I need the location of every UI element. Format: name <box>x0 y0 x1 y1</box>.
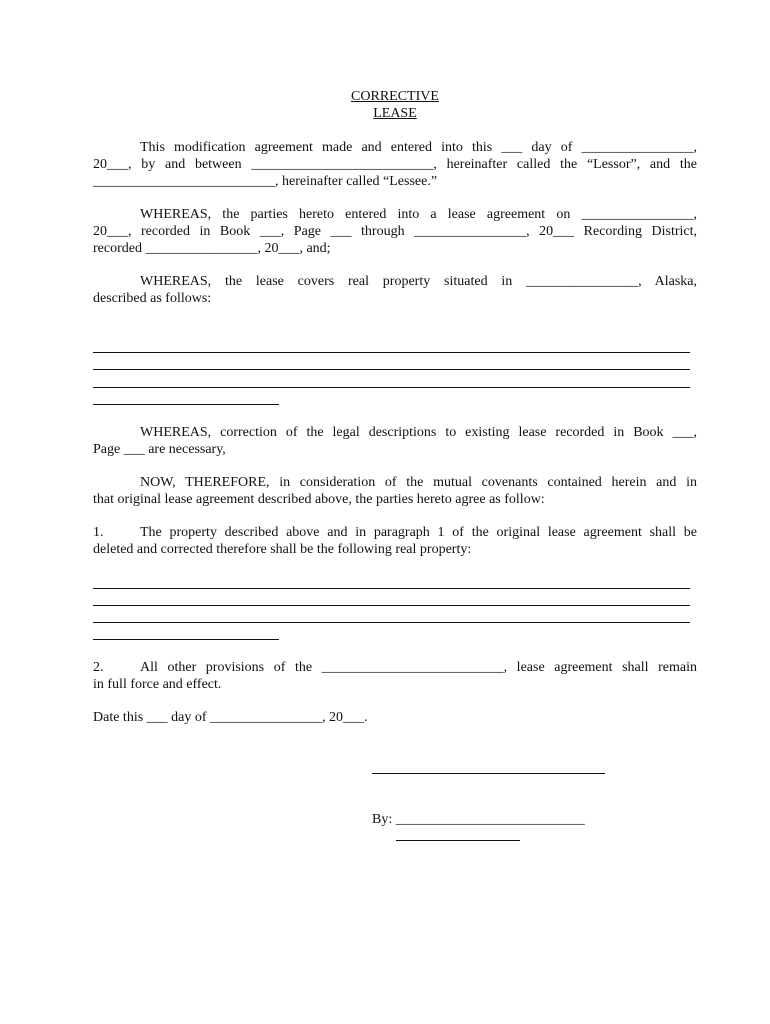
item-2-line-2: in full force and effect. <box>93 677 222 692</box>
description-blank-line[interactable] <box>93 404 279 405</box>
description-blank-line[interactable] <box>93 387 690 388</box>
intro-line-3: __________________________, hereinafter called “Lessee.” <box>93 174 438 189</box>
whereas1-line-1: WHEREAS, the parties hereto entered into a lease agreement on ________________, <box>140 207 697 222</box>
item-1-line-1: The property described above and in paragraph 1 of the original lease agreement shall be <box>140 525 697 540</box>
whereas1-line-3: recorded ________________, 20___, and; <box>93 241 331 256</box>
now-therefore-paragraph <box>93 474 697 508</box>
intro-line-1: This modification agreement made and entered into this ___ day of ________________, <box>140 140 697 155</box>
whereas1-line-2: 20___, recorded in Book ___, Page ___ through ________________, 20___ Recording District, <box>93 224 697 239</box>
item-2-paragraph <box>93 659 697 693</box>
now-therefore-line-2: that original lease agreement described above, the parties hereto agree as follow: <box>93 492 545 507</box>
item-1-paragraph <box>93 524 697 558</box>
whereas3-line-1: WHEREAS, correction of the legal descriptions to existing lease recorded in Book ___, <box>140 425 697 440</box>
signature-title-line[interactable] <box>396 840 520 841</box>
description-blank-line[interactable] <box>93 352 690 353</box>
intro-line-2: 20___, by and between __________________________, hereinafter called the “Lessor”, and the <box>93 157 697 172</box>
intro-paragraph <box>93 139 697 190</box>
signature-by-line: By: ___________________________ <box>372 812 585 827</box>
signature-line[interactable] <box>372 773 605 774</box>
property-blank-line[interactable] <box>93 588 690 589</box>
description-blank-line[interactable] <box>93 369 690 370</box>
property-blank-line[interactable] <box>93 605 690 606</box>
property-blank-line[interactable] <box>93 622 690 623</box>
title-line-2: LEASE <box>373 106 417 121</box>
whereas3-line-2: Page ___ are necessary, <box>93 442 226 457</box>
now-therefore-line-1: NOW, THEREFORE, in consideration of the mutual covenants contained herein and in <box>140 475 697 490</box>
whereas-paragraph-1 <box>93 206 697 257</box>
date-line: Date this ___ day of ________________, 20___. <box>93 710 368 725</box>
whereas-paragraph-2 <box>93 273 697 307</box>
property-blank-line[interactable] <box>93 639 279 640</box>
whereas2-line-2: described as follows: <box>93 291 212 306</box>
document-title <box>0 88 770 122</box>
item-1-line-2: deleted and corrected therefore shall be the following real property: <box>93 542 472 557</box>
title-line-1: CORRECTIVE <box>351 89 439 104</box>
item-1-number: 1. <box>93 525 104 540</box>
item-2-line-1: All other provisions of the __________________________, lease agreement shall remain <box>140 660 697 675</box>
whereas2-line-1: WHEREAS, the lease covers real property situated in ________________, Alaska, <box>140 274 697 289</box>
item-2-number: 2. <box>93 660 104 675</box>
whereas-paragraph-3 <box>93 424 697 458</box>
